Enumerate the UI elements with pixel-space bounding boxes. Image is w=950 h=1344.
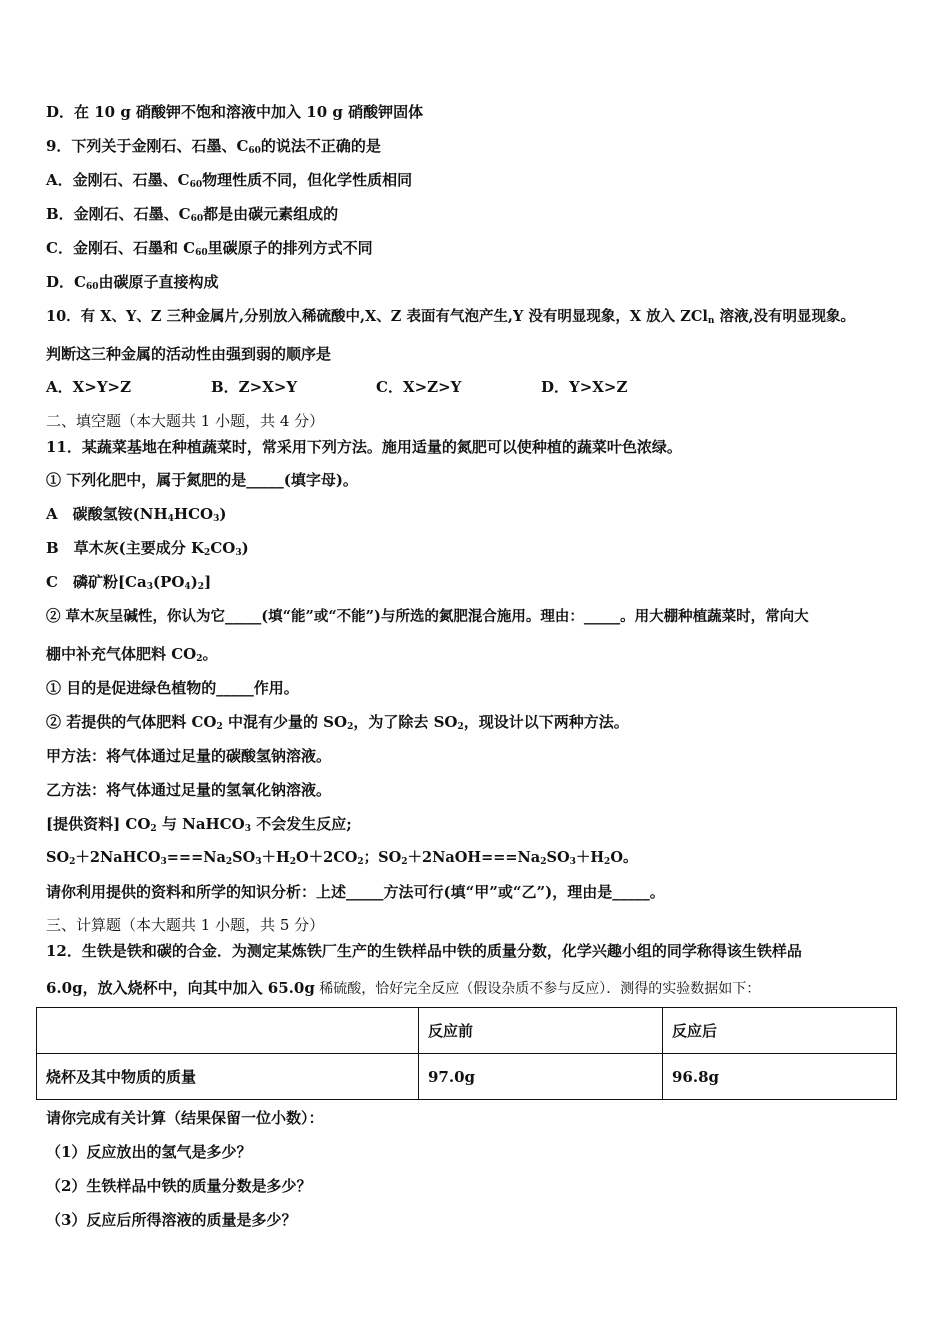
- q9-option-c: [46, 238, 373, 258]
- text: 9．下列关于金刚石、石墨、C: [46, 137, 249, 155]
- subscript: 2: [204, 548, 211, 558]
- text: 中混有少量的 SO: [222, 713, 348, 731]
- text: C 磷矿粉[Ca: [46, 573, 147, 591]
- table-header-row: [37, 1008, 897, 1054]
- subscript: 4: [167, 514, 174, 524]
- subscript: 2: [69, 857, 76, 867]
- table-header-cell: [37, 1008, 419, 1054]
- text: 。: [202, 645, 218, 663]
- data-table: [36, 1007, 897, 1100]
- section-2-heading: 二、填空题（本大题共 1 小题，共 4 分）: [46, 412, 325, 430]
- text: 不会发生反应;: [251, 815, 352, 833]
- q11-part-2-cont: [46, 644, 218, 664]
- subscript: 2: [357, 857, 364, 867]
- q11-stem: 11．某蔬菜基地在种植蔬菜时，常采用下列方法。施用适量的氮肥可以使种植的蔬菜叶色浓绿。: [46, 438, 682, 456]
- subscript: 2: [289, 857, 296, 867]
- q12-stem-1: 12．生铁是铁和碳的合金．为测定某炼铁厂生产的生铁样品中铁的质量分数，化学兴趣小组的同学称得该生铁样品: [46, 942, 802, 960]
- q9-stem: [46, 136, 381, 156]
- text: SO: [46, 849, 70, 866]
- q11-method-jia: 甲方法：将气体通过足量的碳酸氢钠溶液。: [46, 747, 332, 765]
- text: 与 NaHCO: [156, 815, 245, 833]
- q10-stem-2: 判断这三种金属的活动性由强到弱的顺序是: [46, 345, 332, 363]
- subscript: 2: [216, 722, 223, 732]
- subscript: 2: [604, 857, 611, 867]
- text: (PO: [152, 573, 185, 591]
- text: 溶液,没有明显现象。: [714, 308, 856, 325]
- text: 棚中补充气体肥料 CO: [46, 645, 197, 663]
- subscript: 4: [184, 582, 191, 592]
- q10-option-d: D．Y>X>Z: [541, 378, 628, 396]
- q9-option-b: [46, 204, 338, 224]
- text: ): [190, 573, 198, 591]
- text: C．金刚石、石墨和 C: [46, 239, 196, 257]
- text: 的说法不正确的是: [260, 137, 381, 155]
- subscript: 2: [197, 582, 205, 592]
- q11-option-b: [46, 538, 249, 558]
- text: A．金刚石、石墨、C: [46, 171, 190, 189]
- subscript: 60: [189, 180, 203, 190]
- table-header-cell: 反应后: [663, 1008, 897, 1054]
- text: ＋H: [261, 849, 290, 866]
- text: 10．有 X、Y、Z 三种金属片,分别放入稀硫酸中,X、Z 表面有气泡产生,Y 没有明显现象，X 放入 ZCl: [46, 308, 708, 325]
- text: ② 若提供的气体肥料 CO: [46, 713, 217, 731]
- table-header-cell: 反应前: [419, 1008, 663, 1054]
- q11-option-a: [46, 504, 226, 524]
- subscript: n: [707, 316, 715, 326]
- subscript: 3: [160, 857, 167, 867]
- text: ＋2NaHCO: [75, 849, 161, 866]
- q11-part-3: ① 目的是促进绿色植物的_____作用。: [46, 679, 299, 697]
- q11-part-2: ② 草木灰呈碱性，你认为它_____(填“能”或“不能”)与所选的氮肥混合施用。理由：_____。用大棚种植蔬菜时，常向大: [46, 608, 809, 625]
- text: [提供资料] CO: [46, 815, 151, 833]
- table-cell-after: 96.8g: [663, 1054, 897, 1100]
- q9-option-a: [46, 170, 412, 190]
- q10-option-b: B．Z>X>Y: [211, 378, 298, 396]
- text: ＋2NaOH===Na: [407, 849, 541, 866]
- text: ]: [204, 573, 212, 591]
- subscript: 2: [457, 722, 464, 732]
- text: ，为了除去 SO: [353, 713, 458, 731]
- q11-question: 请你利用提供的资料和所学的知识分析：上述_____方法可行(填“甲”或“乙”)，理由是_____。: [46, 883, 665, 901]
- text: SO: [232, 849, 256, 866]
- text: A 碳酸氢铵(NH: [46, 505, 168, 523]
- section-3-heading: 三、计算题（本大题共 1 小题，共 5 分）: [46, 916, 325, 934]
- subscript: 3: [569, 857, 576, 867]
- text: 稀硫酸，恰好完全反应（假设杂质不参与反应）．测得的实验数据如下：: [314, 981, 761, 997]
- subscript: 2: [401, 857, 408, 867]
- q11-info: [46, 814, 352, 834]
- subscript: 3: [255, 857, 262, 867]
- subscript: 3: [213, 514, 220, 524]
- text: SO: [546, 849, 570, 866]
- text: ===Na: [166, 849, 226, 866]
- table-row: [37, 1054, 897, 1100]
- text: CO: [210, 539, 236, 557]
- q10-options: [46, 377, 646, 397]
- subscript: 2: [196, 654, 203, 664]
- text: 6.0g，放入烧杯中，向其中加入 65.0g: [46, 979, 315, 997]
- q12-subquestion-3: （3）反应后所得溶液的质量是多少？: [46, 1211, 297, 1229]
- q11-option-c: [46, 572, 211, 592]
- subscript: 2: [150, 824, 157, 834]
- text: 由碳原子直接构成: [98, 273, 219, 291]
- table-cell-before: 97.0g: [419, 1054, 663, 1100]
- q10-option-c: C．X>Z>Y: [376, 378, 462, 396]
- text: B．金刚石、石墨、C: [46, 205, 191, 223]
- q12-subquestion-2: （2）生铁样品中铁的质量分数是多少？: [46, 1177, 312, 1195]
- q12-stem-2: [46, 978, 760, 999]
- q12-subquestion-1: （1）反应放出的氢气是多少？: [46, 1143, 252, 1161]
- text: 物理性质不同，但化学性质相同: [202, 171, 413, 189]
- text: O。: [610, 849, 638, 866]
- subscript: 3: [244, 824, 252, 834]
- text: 都是由碳元素组成的: [203, 205, 339, 223]
- q11-part-4: [46, 712, 629, 732]
- q12-request: 请你完成有关计算（结果保留一位小数）：: [46, 1109, 324, 1127]
- text: ): [241, 539, 249, 557]
- subscript: 60: [195, 248, 208, 258]
- subscript: 3: [235, 548, 242, 558]
- text: ): [219, 505, 227, 523]
- table-row-label: 烧杯及其中物质的质量: [37, 1054, 419, 1100]
- text: D．C: [46, 273, 86, 291]
- q8-option-d: D．在 10 g 硝酸钾不饱和溶液中加入 10 g 硝酸钾固体: [46, 103, 424, 121]
- subscript: 60: [190, 214, 204, 224]
- text: HCO: [173, 505, 214, 523]
- subscript: 2: [225, 857, 233, 867]
- text: ，现设计以下两种方法。: [463, 713, 629, 731]
- text: ；SO: [363, 849, 402, 866]
- subscript: 3: [146, 582, 153, 592]
- text: O＋2CO: [295, 849, 358, 866]
- q9-option-d: [46, 272, 219, 292]
- subscript: 2: [540, 857, 547, 867]
- text: B 草木灰(主要成分 K: [46, 539, 205, 557]
- subscript: 2: [347, 722, 354, 732]
- q11-part-1: ① 下列化肥中，属于氮肥的是_____(填字母)。: [46, 471, 358, 489]
- text: ＋H: [575, 849, 605, 866]
- q10-stem: [46, 307, 855, 327]
- q11-equation: [46, 848, 637, 868]
- subscript: 60: [85, 282, 99, 292]
- text: 里碳原子的排列方式不同: [207, 239, 373, 257]
- q10-option-a: A．X>Y>Z: [46, 378, 132, 396]
- subscript: 60: [248, 146, 261, 156]
- q11-method-yi: 乙方法：将气体通过足量的氢氧化钠溶液。: [46, 781, 332, 799]
